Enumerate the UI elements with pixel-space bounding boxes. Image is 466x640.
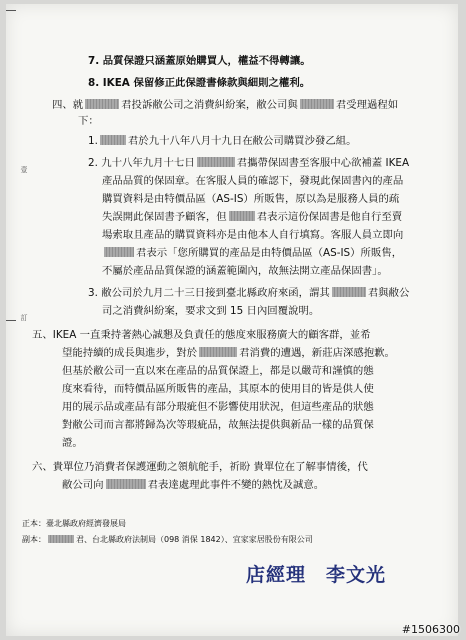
redacted-name: [199, 347, 237, 357]
section6-line: 六、貴單位乃消費者保護運動之領航舵手，祈盼 貴單位在了解事情後，代: [32, 461, 368, 473]
section4-point-2-line: 場索取且產品的購買資料亦是由他本人自行填寫。客服人員立即向: [102, 229, 404, 241]
redacted-name: [300, 99, 334, 109]
section4-point-2-line: 購買資料是由特價品區（AS-IS）所販售，原以為是服務人員的疏: [102, 193, 400, 205]
section5-line: 用的展示品或產品有部分瑕疵但不影響使用狀況，但這些產品的狀態: [62, 401, 374, 413]
section4-point-2: 2. 九十八年九月十七日 君攜帶保固書至客服中心欲補蓋 IKEA: [88, 157, 410, 169]
section4-heading: 四、就 君投訴敝公司之消費糾紛案，敝公司與 君受理過程如: [52, 99, 399, 111]
redacted-name: [85, 99, 119, 109]
section4-point-1: 1. 君於九十八年八月十九日在敝公司購買沙發乙組。: [88, 135, 357, 147]
section5-line: 對敝公司而言都將歸為次等瑕疵品，故無法提供與新品一樣的品質保: [62, 419, 374, 431]
item-7: 7. 品質保證只涵蓋原始購買人，權益不得轉讓。: [88, 55, 311, 67]
document-page: [6, 4, 458, 636]
section4-point-2-line: 失誤開此保固書予顧客，但 君表示這份保固書是他自行至賣: [102, 211, 403, 223]
recipient-cc: 副本： 君、台北縣政府法制局（098 消保 1842）、宜家家居股份有限公司: [22, 535, 313, 544]
punch-mark: [6, 320, 16, 321]
section5-line: 證。: [62, 437, 83, 449]
section5-line: 五、IKEA 一直秉持著熱心誠懇及負責任的態度來服務廣大的顧客群，並希: [32, 329, 371, 341]
section4-point-3: 3. 敝公司於九月二十三日接到臺北縣政府來函，謂其 君與敝公: [88, 287, 410, 299]
redacted-name: [332, 287, 366, 297]
margin-note: 壹: [20, 166, 28, 173]
section5-line: 度來看待，而特價品區所販售的產品，其原本的使用目的皆是供人使: [62, 383, 374, 395]
punch-mark: [6, 10, 16, 11]
margin-note: 訂: [20, 314, 28, 321]
section4-heading-cont: 下：: [78, 115, 99, 127]
redacted-name: [106, 479, 146, 489]
section5-line: 望能持續的成長與進步，對於 君消費的遭遇，新莊店深感抱歉。: [62, 347, 395, 359]
section4-point-2-line: 不屬於產品品質保證的涵蓋範圍內，故無法開立產品保固書」。: [102, 265, 388, 277]
section4-point-2-line: 產品品質的保固章。在客服人員的確認下，發現此保固書內的產品: [102, 175, 404, 187]
redacted-name: [197, 157, 235, 167]
redacted-name: [229, 211, 255, 221]
section6-line: 敝公司向 君表達處理此事件不變的熱忱及誠意。: [62, 479, 325, 491]
image-id-label: #1506300: [401, 623, 460, 636]
signature: 店經理 李文光: [246, 564, 387, 586]
section4-point-2-line: 君表示「您所購買的產品是由特價品區（AS-IS）所販售，: [102, 246, 402, 260]
recipient-main: 正本：臺北縣政府經濟發展局: [22, 519, 126, 528]
item-8: 8. IKEA 保留修正此保證書條款與細則之權利。: [88, 77, 311, 89]
section5-line: 但基於敝公司一直以來在產品的品質保證上，都是以嚴苛和謹慎的態: [62, 365, 374, 377]
redacted-name: [48, 535, 74, 543]
redacted-name: [104, 247, 134, 257]
redacted-name: [100, 135, 126, 145]
section4-point-3-line: 司之消費糾紛案，要求文到 15 日內回覆說明。: [102, 305, 320, 317]
